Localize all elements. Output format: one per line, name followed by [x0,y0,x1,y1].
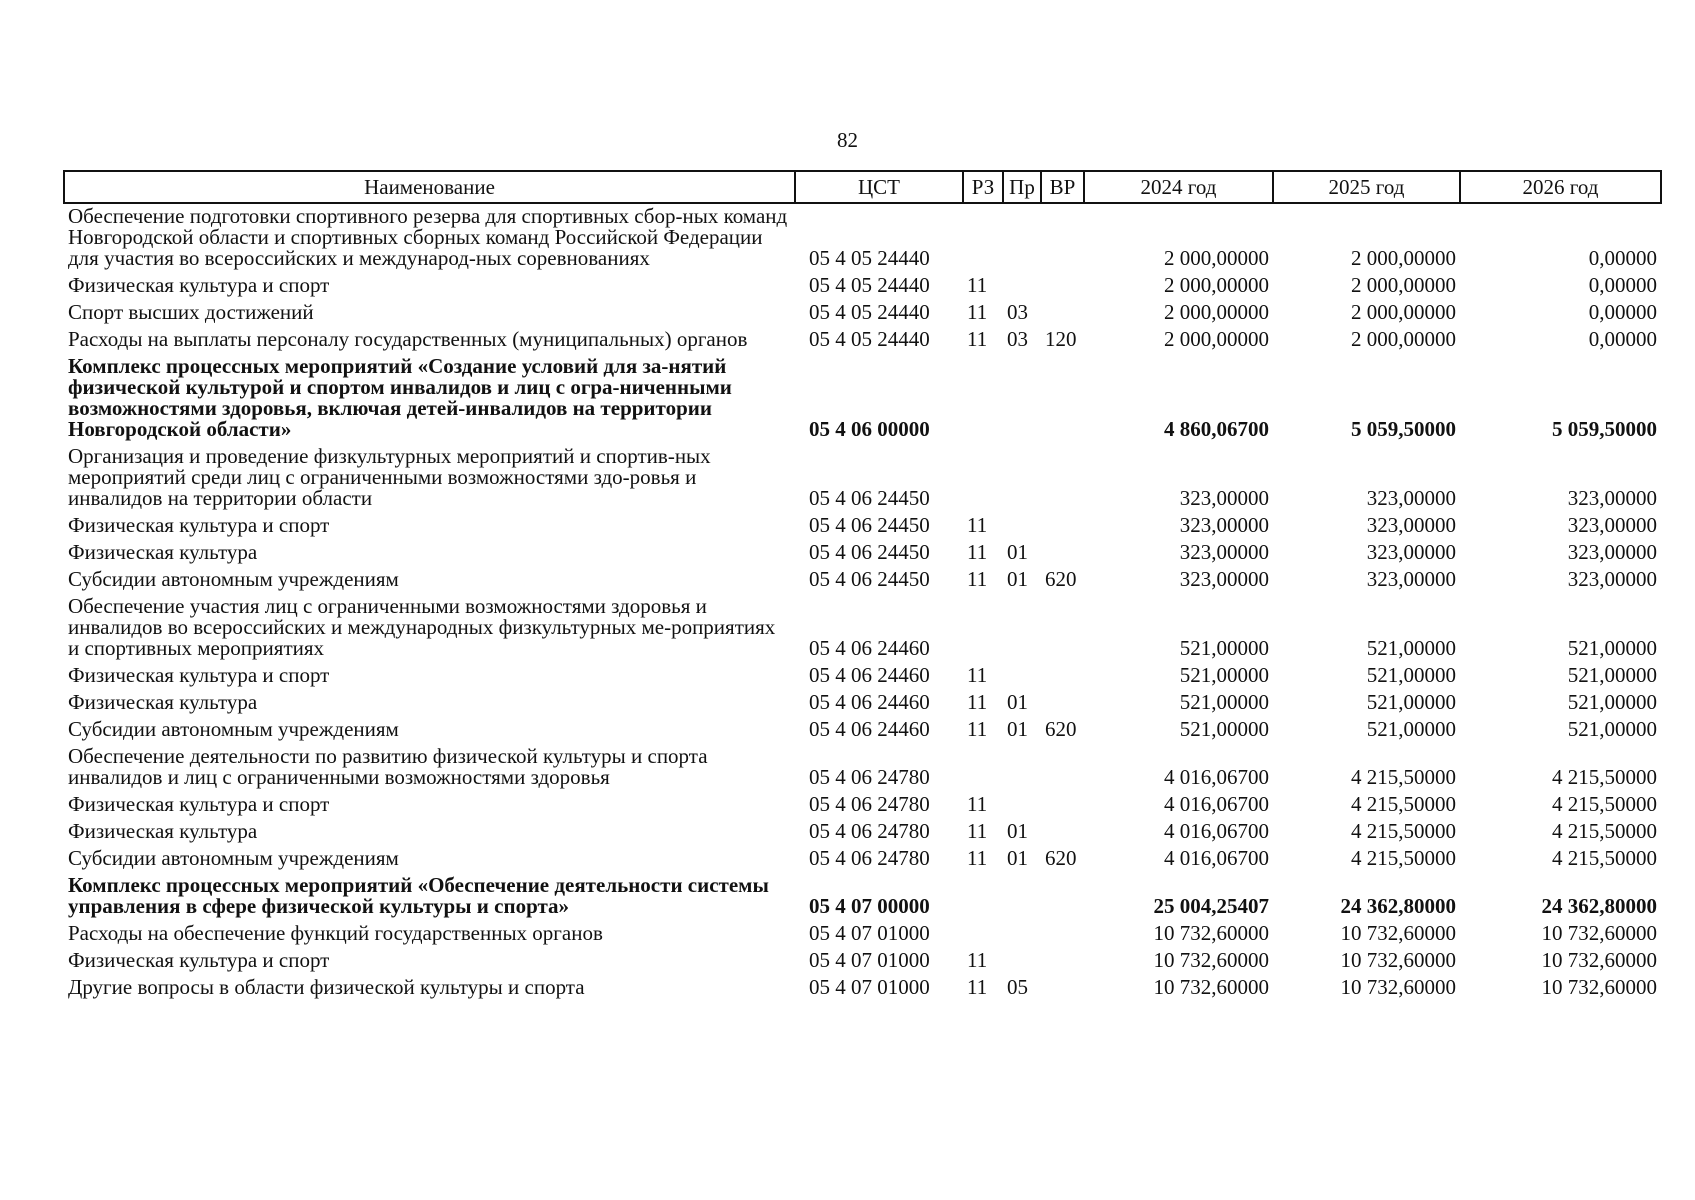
cell-y2025: 10 732,60000 [1340,921,1456,945]
cell-name: Комплекс процессных мероприятий «Создание условий для за-нятий физической культурой и спортом инвалидов и лиц с огра-ниченными возможностями здоровья, включая детей-инвалидов на территории Новгородской области» [68,354,732,441]
table-row [64,744,1661,792]
cell-y2025: 323,00000 [1366,486,1456,510]
cell-rz: 11 [967,690,988,714]
table-header [64,171,1661,203]
cell-pr [1003,273,1041,300]
cell-vr: 120 [1045,327,1077,351]
cell-name: Расходы на обеспечение функций государственных органов [68,921,603,945]
cell-y2025: 10 732,60000 [1340,975,1456,999]
cell-rz: 11 [967,567,988,591]
cell-y2024: 25 004,25407 [1153,894,1269,918]
cell-y2026: 5 059,50000 [1552,417,1657,441]
cell-y2026: 10 732,60000 [1541,975,1657,999]
cell-y2026: 10 732,60000 [1541,921,1657,945]
cell-y2024: 521,00000 [1179,717,1269,741]
cell-vr [1041,663,1084,690]
cell-y2025: 5 059,50000 [1351,417,1456,441]
table-row [64,327,1661,354]
cell-y2026: 4 215,50000 [1552,765,1657,789]
cell-y2025: 521,00000 [1366,663,1456,687]
cell-vr [1041,792,1084,819]
cell-pr: 01 [1007,540,1028,564]
table-row [64,203,1661,273]
cell-y2024: 4 016,06700 [1164,792,1269,816]
cell-y2024: 4 016,06700 [1164,765,1269,789]
table-row [64,444,1661,513]
cell-rz [963,594,1003,663]
cell-pr [1003,513,1041,540]
cell-rz: 11 [967,948,988,972]
cell-y2026: 323,00000 [1567,540,1657,564]
cell-cst: 05 4 06 24450 [809,513,930,537]
cell-vr [1041,594,1084,663]
cell-pr [1003,921,1041,948]
cell-vr [1041,513,1084,540]
cell-y2024: 323,00000 [1179,486,1269,510]
cell-y2026: 24 362,80000 [1541,894,1657,918]
cell-name: Физическая культура [68,690,258,714]
cell-pr: 03 [1007,300,1028,324]
cell-name: Субсидии автономным учреждениям [68,846,399,870]
cell-pr [1003,594,1041,663]
cell-name: Субсидии автономным учреждениям [68,717,399,741]
cell-vr [1041,300,1084,327]
cell-rz [963,444,1003,513]
cell-vr [1041,690,1084,717]
cell-y2025: 323,00000 [1366,567,1456,591]
table-row [64,663,1661,690]
cell-vr [1041,975,1084,1002]
table-row [64,948,1661,975]
cell-cst: 05 4 05 24440 [809,273,930,297]
cell-y2024: 10 732,60000 [1153,921,1269,945]
cell-name: Комплекс процессных мероприятий «Обеспечение деятельности системы управления в сфере физической культуры и спорта» [68,873,769,918]
cell-y2024: 4 016,06700 [1164,846,1269,870]
cell-cst: 05 4 06 24460 [809,636,930,660]
cell-pr: 01 [1007,690,1028,714]
table-row [64,690,1661,717]
cell-pr: 01 [1007,846,1028,870]
table-row [64,594,1661,663]
cell-y2025: 323,00000 [1366,540,1456,564]
cell-y2025: 323,00000 [1366,513,1456,537]
cell-y2024: 323,00000 [1179,513,1269,537]
cell-vr [1041,444,1084,513]
cell-name: Физическая культура и спорт [68,513,330,537]
cell-pr: 05 [1007,975,1028,999]
cell-name: Субсидии автономным учреждениям [68,567,399,591]
cell-y2024: 521,00000 [1179,690,1269,714]
cell-pr [1003,444,1041,513]
cell-y2024: 323,00000 [1179,540,1269,564]
table-row [64,846,1661,873]
cell-pr: 01 [1007,567,1028,591]
cell-y2026: 323,00000 [1567,486,1657,510]
cell-pr [1003,948,1041,975]
cell-y2026: 323,00000 [1567,513,1657,537]
cell-rz: 11 [967,663,988,687]
cell-cst: 05 4 06 24780 [809,765,930,789]
table-row [64,921,1661,948]
cell-cst: 05 4 05 24440 [809,246,930,270]
table-row [64,792,1661,819]
table-row [64,873,1661,921]
cell-y2024: 10 732,60000 [1153,948,1269,972]
col-header-name: Наименование [64,171,795,203]
cell-rz: 11 [967,846,988,870]
cell-pr: 03 [1007,327,1028,351]
cell-pr [1003,792,1041,819]
cell-y2024: 2 000,00000 [1164,327,1269,351]
table-row [64,273,1661,300]
col-header-2024: 2024 год [1084,171,1273,203]
cell-rz: 11 [967,513,988,537]
cell-y2024: 2 000,00000 [1164,246,1269,270]
cell-cst: 05 4 05 24440 [809,327,930,351]
cell-y2025: 4 215,50000 [1351,792,1456,816]
cell-y2026: 0,00000 [1588,327,1657,351]
cell-cst: 05 4 06 24450 [809,486,930,510]
table-body [64,203,1661,1002]
cell-y2024: 10 732,60000 [1153,975,1269,999]
col-header-2025: 2025 год [1273,171,1460,203]
cell-name: Физическая культура и спорт [68,663,330,687]
cell-y2026: 521,00000 [1567,663,1657,687]
table-row [64,540,1661,567]
cell-vr [1041,744,1084,792]
cell-cst: 05 4 07 01000 [809,948,930,972]
cell-pr [1003,203,1041,273]
cell-y2025: 2 000,00000 [1351,300,1456,324]
cell-cst: 05 4 07 01000 [809,975,930,999]
cell-pr: 01 [1007,717,1028,741]
cell-name: Обеспечение подготовки спортивного резерва для спортивных сбор-ных команд Новгородской области и спортивных сборных команд Российской Федерации для участия во всероссийских и международ-ных соревнованиях [68,204,788,270]
table-row [64,819,1661,846]
cell-y2025: 4 215,50000 [1351,765,1456,789]
cell-name: Физическая культура и спорт [68,273,330,297]
cell-rz [963,354,1003,444]
table-row [64,300,1661,327]
col-header-2026: 2026 год [1460,171,1661,203]
col-header-vr: ВР [1041,171,1084,203]
table-row [64,513,1661,540]
cell-name: Обеспечение деятельности по развитию физической культуры и спорта инвалидов и лиц с ограниченными возможностями здоровья [68,744,708,789]
cell-cst: 05 4 06 00000 [809,417,930,441]
cell-y2026: 4 215,50000 [1552,792,1657,816]
cell-vr: 620 [1045,567,1077,591]
cell-y2024: 521,00000 [1179,636,1269,660]
col-header-pr: Пр [1003,171,1041,203]
cell-name: Физическая культура и спорт [68,948,330,972]
cell-y2025: 521,00000 [1366,636,1456,660]
cell-rz: 11 [967,327,988,351]
cell-cst: 05 4 07 01000 [809,921,930,945]
cell-y2026: 4 215,50000 [1552,846,1657,870]
page-number-text: 82 [837,128,858,152]
cell-cst: 05 4 06 24460 [809,663,930,687]
cell-vr: 620 [1045,717,1077,741]
cell-name: Физическая культура и спорт [68,792,330,816]
cell-y2025: 4 215,50000 [1351,819,1456,843]
cell-pr [1003,744,1041,792]
cell-y2025: 10 732,60000 [1340,948,1456,972]
cell-cst: 05 4 06 24450 [809,540,930,564]
cell-y2024: 4 860,06700 [1164,417,1269,441]
cell-cst: 05 4 06 24450 [809,567,930,591]
cell-y2026: 10 732,60000 [1541,948,1657,972]
page-number [0,128,1695,153]
cell-pr [1003,354,1041,444]
cell-y2026: 0,00000 [1588,273,1657,297]
col-header-cst: ЦСТ [795,171,963,203]
cell-rz: 11 [967,540,988,564]
cell-pr [1003,663,1041,690]
cell-y2024: 4 016,06700 [1164,819,1269,843]
cell-name: Обеспечение участия лиц с ограниченными возможностями здоровья и инвалидов во всероссийских и международных физкультурных ме-роприятиях и спортивных мероприятиях [68,594,776,660]
cell-rz: 11 [967,975,988,999]
cell-vr [1041,921,1084,948]
cell-y2026: 4 215,50000 [1552,819,1657,843]
cell-y2026: 521,00000 [1567,717,1657,741]
table-row [64,717,1661,744]
cell-cst: 05 4 06 24460 [809,717,930,741]
table-row [64,975,1661,1002]
cell-pr [1003,873,1041,921]
budget-table [63,170,1662,1002]
cell-y2026: 521,00000 [1567,636,1657,660]
cell-vr: 620 [1045,846,1077,870]
cell-vr [1041,203,1084,273]
cell-name: Другие вопросы в области физической культуры и спорта [68,975,585,999]
cell-rz: 11 [967,792,988,816]
cell-y2025: 521,00000 [1366,717,1456,741]
cell-rz [963,873,1003,921]
cell-rz: 11 [967,300,988,324]
cell-name: Физическая культура [68,540,258,564]
cell-y2026: 0,00000 [1588,246,1657,270]
cell-y2025: 2 000,00000 [1351,273,1456,297]
table-row [64,354,1661,444]
cell-y2026: 323,00000 [1567,567,1657,591]
table-row [64,567,1661,594]
cell-vr [1041,273,1084,300]
cell-y2025: 2 000,00000 [1351,327,1456,351]
cell-cst: 05 4 06 24780 [809,819,930,843]
cell-y2025: 521,00000 [1366,690,1456,714]
cell-pr: 01 [1007,819,1028,843]
cell-cst: 05 4 07 00000 [809,894,930,918]
cell-vr [1041,873,1084,921]
cell-vr [1041,819,1084,846]
cell-name: Физическая культура [68,819,258,843]
header-row [64,171,1661,203]
cell-vr [1041,354,1084,444]
cell-rz [963,744,1003,792]
cell-y2025: 4 215,50000 [1351,846,1456,870]
cell-cst: 05 4 05 24440 [809,300,930,324]
cell-y2025: 2 000,00000 [1351,246,1456,270]
cell-rz: 11 [967,819,988,843]
cell-cst: 05 4 06 24780 [809,792,930,816]
cell-name: Спорт высших достижений [68,300,314,324]
cell-name: Организация и проведение физкультурных мероприятий и спортив-ных мероприятий среди лиц с ограниченными возможностями здо-ровья и инвалидов на территории области [68,444,711,510]
cell-cst: 05 4 06 24780 [809,846,930,870]
cell-y2024: 521,00000 [1179,663,1269,687]
cell-name: Расходы на выплаты персоналу государственных (муниципальных) органов [68,327,748,351]
col-header-rz: РЗ [963,171,1003,203]
cell-y2024: 323,00000 [1179,567,1269,591]
cell-rz [963,203,1003,273]
cell-vr [1041,948,1084,975]
cell-vr [1041,540,1084,567]
cell-y2025: 24 362,80000 [1340,894,1456,918]
cell-rz: 11 [967,717,988,741]
cell-cst: 05 4 06 24460 [809,690,930,714]
cell-y2024: 2 000,00000 [1164,273,1269,297]
cell-rz [963,921,1003,948]
cell-y2026: 521,00000 [1567,690,1657,714]
cell-y2026: 0,00000 [1588,300,1657,324]
cell-rz: 11 [967,273,988,297]
cell-y2024: 2 000,00000 [1164,300,1269,324]
